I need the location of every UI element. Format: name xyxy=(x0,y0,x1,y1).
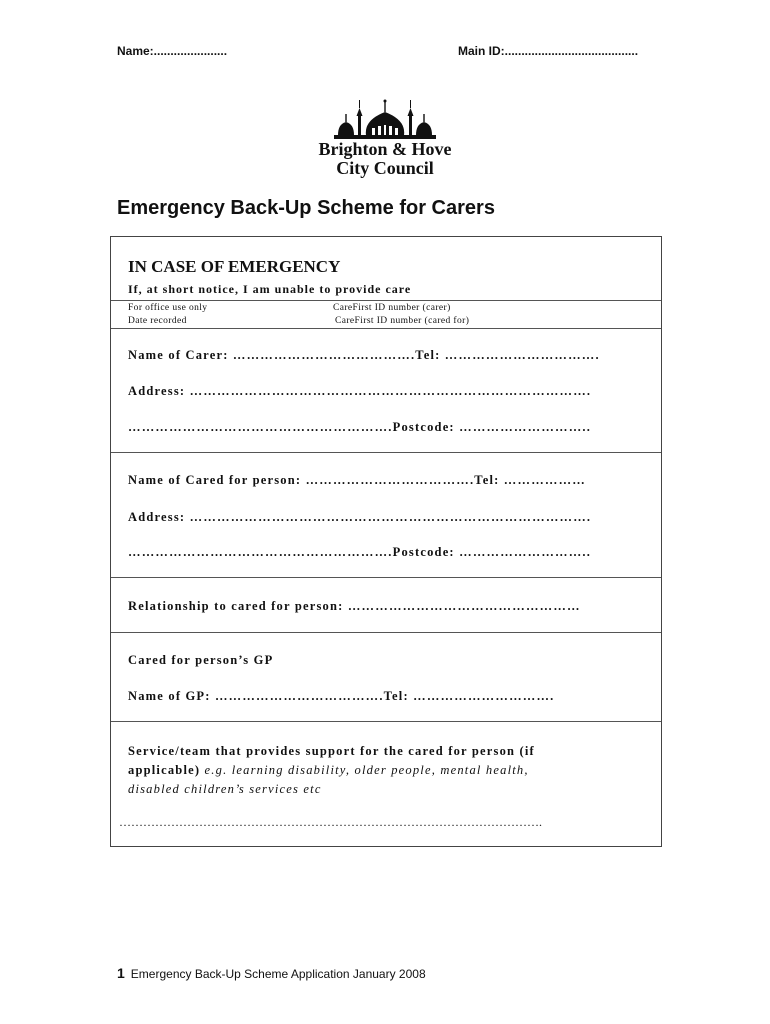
brighton-pavilion-domes-logo xyxy=(330,90,440,140)
section-divider xyxy=(111,328,661,329)
section-divider xyxy=(111,452,661,453)
cared-name-field[interactable]: Name of Cared for person: ……………………………….Tel: ……………… xyxy=(128,473,587,487)
emergency-heading: IN CASE OF EMERGENCY xyxy=(128,257,341,276)
service-line-2-bold: applicable) xyxy=(128,763,201,777)
page-title: Emergency Back-Up Scheme for Carers xyxy=(117,197,495,219)
carer-name-field[interactable]: Name of Carer: ………………………………….Tel: ……………………………. xyxy=(128,348,600,362)
logo-line-2: City Council xyxy=(336,158,434,178)
cared-address-field[interactable]: Address: ……………………………………………………………………………. xyxy=(128,510,592,524)
service-line-3-italic: disabled children’s services etc xyxy=(128,782,322,796)
service-block xyxy=(128,742,648,799)
carefirst-carer-label: CareFirst ID number (carer) xyxy=(333,303,451,313)
form-frame xyxy=(110,236,662,847)
section-divider xyxy=(111,300,661,301)
service-dotted-field[interactable]: ……………………………………………………………………………………………. xyxy=(119,815,542,829)
office-use-label: For office use only xyxy=(128,303,208,313)
relationship-field[interactable]: Relationship to cared for person: …………………………………………… xyxy=(128,599,581,613)
main-id-field[interactable]: Main ID:........................................ xyxy=(458,44,639,58)
date-recorded-label: Date recorded xyxy=(128,316,187,326)
carer-postcode-field[interactable]: ………………………………………………….Postcode: ……………………….. xyxy=(128,420,592,434)
section-divider xyxy=(111,632,661,633)
logo-wordmark xyxy=(300,140,470,178)
gp-heading: Cared for person’s GP xyxy=(128,653,274,667)
cared-postcode-field[interactable]: ………………………………………………….Postcode: ……………………….. xyxy=(128,545,592,559)
footer-text: Emergency Back-Up Scheme Application January 2008 xyxy=(130,967,426,981)
carer-address-field[interactable]: Address: ……………………………………………………………………………. xyxy=(128,384,592,398)
service-line-1: Service/team that provides support for the cared for person (if xyxy=(128,744,535,758)
name-field[interactable]: Name:...................... xyxy=(117,44,228,58)
page-number: 1 xyxy=(117,965,125,981)
emergency-subheading: If, at short notice, I am unable to provide care xyxy=(128,282,412,296)
service-line-2-italic: e.g. learning disability, older people, mental health, xyxy=(200,763,529,777)
footer xyxy=(117,965,426,981)
section-divider xyxy=(111,721,661,722)
logo-line-1: Brighton & Hove xyxy=(318,139,452,159)
section-divider xyxy=(111,577,661,578)
carefirst-cared-label: CareFirst ID number (cared for) xyxy=(335,316,470,326)
gp-name-field[interactable]: Name of GP: ……………………………….Tel: …………………………. xyxy=(128,689,555,703)
